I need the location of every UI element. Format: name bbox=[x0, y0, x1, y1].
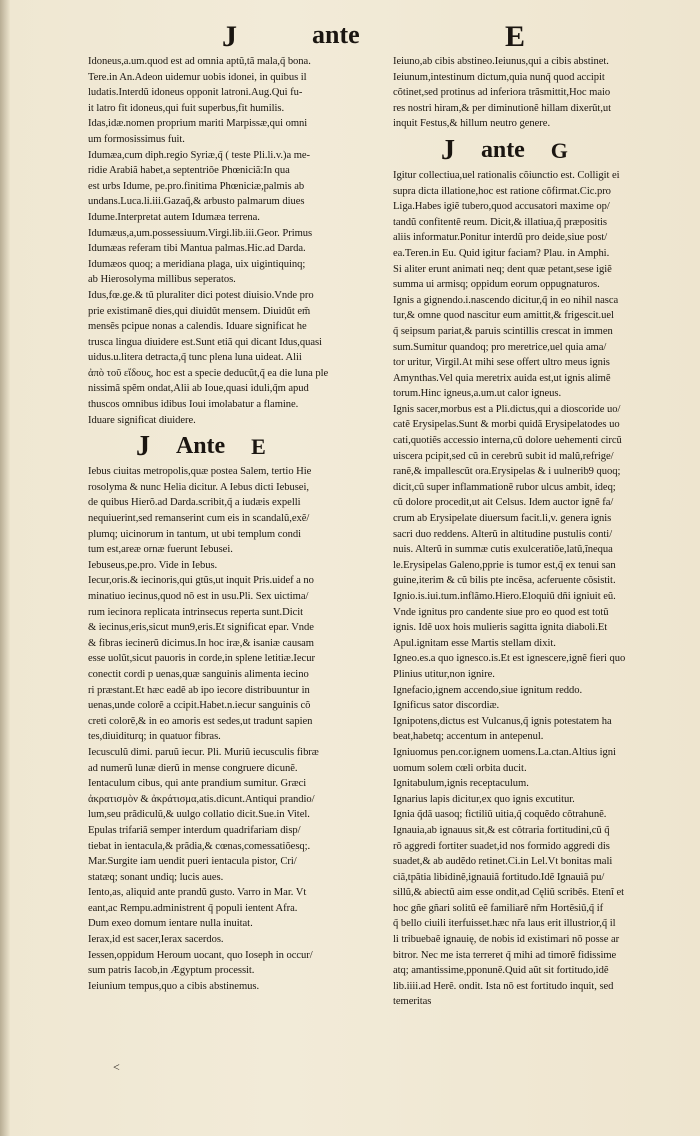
text-line: Igneo.es.a quo ignesco.is.Et est ignescere,ignẽ fieri quo bbox=[393, 653, 626, 665]
text-line: Idumæas referam tibi Mantua palmas.Hic.ad Darda. bbox=[88, 243, 306, 255]
text-line: tor uritur, Virgil.At mihi sese offert ultro meus ignis bbox=[393, 357, 610, 369]
text-line: hoc gñe gñari solitũ eẽ familiarẽ nr̃m Hortẽsiũ,q̃ if bbox=[393, 902, 604, 914]
text-line: q̃ bello ciuili iterfuisset.hæc nr̃a laus erit illustrior,q̃ il bbox=[393, 918, 616, 930]
text-line: Idumæa,cum diph.regio Syriæ,q̃ ( teste Pli.li.v.)a me- bbox=[88, 149, 311, 161]
running-head-letter: E bbox=[505, 20, 526, 53]
text-line: Idume.Interpretat autem Idumæa terrena. bbox=[88, 211, 260, 223]
text-line: ignis. Idẽ uox hois mulieris sagitta ignita diaboli.Et bbox=[393, 622, 608, 634]
text-line: Iebus ciuitas metropolis,quæ postea Salem, tertio Hie bbox=[88, 466, 312, 478]
text-line: um formosissimus fuit. bbox=[88, 133, 185, 145]
text-line: sum.Sumitur quandoq; pro meretrice,uel quia ama/ bbox=[393, 341, 607, 353]
text-line: nuis. Alterũ in summæ cutis exulceratiõe,latũ,ĩnequa bbox=[393, 544, 613, 556]
text-line: sillũ,& abiectũ aim esse ondit,ad Cęliũ scribẽs. Etenĩ et bbox=[393, 887, 625, 899]
text-line: cati,quotiẽs accessio interna,cũ dolore uehementi circũ bbox=[393, 435, 622, 447]
text-line: rõ aggredi fortiter suadet,id nos formido aggredi dis bbox=[393, 840, 610, 852]
text-line: nequiuerint,sed remanserint cum eis in scandalũ,exẽ/ bbox=[88, 513, 310, 525]
text-line: Liga.Habes igiẽ tubero,quod accusatori maxime op/ bbox=[393, 201, 610, 213]
running-head-left bbox=[222, 20, 237, 54]
text-line: temeritas bbox=[393, 996, 432, 1008]
text-line: Ieiuno,ab cibis abstineo.Ieiunus,qui a cibis abstinet. bbox=[393, 56, 609, 67]
text-line: q̃ seipsum pariat,& paruis scintillis crescat in immen bbox=[393, 325, 613, 337]
text-line: Idus,fœ.ge.& tũ pluraliter dici potest diuisio.Vnde pro bbox=[88, 289, 314, 301]
text-line: & fibras iecinerũ dicimus.In hoc iræ,& isaniæ causam bbox=[88, 637, 314, 649]
text-line: supra dicta illatione,hoc est ratione cõfirmat.Cic.pro bbox=[393, 185, 611, 197]
text-line: Idoneus,a.um.quod est ad omnia aptũ,tã mala,q̃ bona. bbox=[88, 56, 311, 67]
text-line: cõtinet,sed protinus ad inferiora trãsmittit,Hoc maio bbox=[393, 87, 611, 99]
text-line: est urbs Idume, pe.pro.finitima Phœniciæ,palmis ab bbox=[88, 180, 305, 192]
text-line: ἀπὸ τοῦ εἴδους, hoc est a specie deducũt,q̃ ea die luna ple bbox=[88, 367, 329, 379]
marginal-mark: ˂ bbox=[113, 1060, 120, 1074]
text-line: Ignis sacer,morbus est a Pli.dictus,qui a dioscoride uo/ bbox=[393, 403, 621, 415]
text-line: Ignificus sator discordiæ. bbox=[393, 700, 500, 712]
text-line: Idumæus,a,um.possessiuum.Virgi.lib.iii.Geor. Primus bbox=[88, 227, 313, 239]
text-line: aliis informatur.Ponitur interdũ pro deide,siue post/ bbox=[393, 232, 608, 244]
text-line: tes,diuiditurq; in quatuor fibras. bbox=[88, 731, 221, 743]
text-line: de quibus Hierõ.ad Darda.scribit,q̃ a iudæis expelli bbox=[88, 497, 301, 509]
text-line: Iento,as, aliquid ante prandũ gusto. Varro in Mar. Vt bbox=[88, 887, 307, 899]
section-initial: J bbox=[441, 135, 455, 167]
text-line: Apul.ignitam esse Martis stellam dixit. bbox=[393, 637, 556, 649]
section-word: Ante bbox=[175, 433, 226, 460]
text-line: Ieiunium tempus,quo a cibis abstinemus. bbox=[88, 980, 260, 992]
text-line: Epulas trifariã semper interdum quadrifariam disp/ bbox=[88, 824, 301, 836]
text-line: Iecur,oris.& iecinoris,qui gtũs,ut inquit Pris.uidef a no bbox=[88, 575, 314, 587]
text-line: summa ui armisq; oppidum eorum oppugnaturos. bbox=[393, 279, 600, 291]
text-line: Idas,idæ.nomen proprium mariti Marpissæ,qui omni bbox=[88, 118, 308, 130]
section-initial: J bbox=[136, 431, 150, 463]
text-line: ab Hierosolyma millibus seperatos. bbox=[88, 274, 236, 286]
text-line: Ierax,id est sacer,Ierax sacerdos. bbox=[88, 934, 224, 946]
text-line: Ignauia,ab ignauus sit,& est cõtraria fortitudini,cũ q̃ bbox=[393, 824, 610, 836]
text-line: ciã,tpãtia libidinẽ,ignauiã fortitudo.Idẽ Ignauiã pu/ bbox=[393, 871, 605, 883]
text-line: it latro fit idoneus,qui fuit superbus,fit humilis. bbox=[88, 102, 285, 114]
text-line: Ignefacio,ignem accendo,siue ignitum reddo. bbox=[393, 684, 583, 696]
text-line: Igitur collectiua,uel rationalis cõiunctio est. Colligit ei bbox=[393, 169, 620, 181]
text-line: tiebat in ientacula,& prãdia,& cœnas,comessatiõesq;. bbox=[88, 840, 311, 852]
text-line: Ieiunum,intestinum dictum,quia nunq̃ quod accipit bbox=[393, 71, 605, 83]
text-line: sum patris Iacob,in Ægyptum processit. bbox=[88, 965, 255, 977]
left-entries-block-1 bbox=[88, 54, 390, 428]
text-line: eant,ac Rempu.administrent q̃ populi ientent Afra. bbox=[88, 902, 298, 914]
text-line: Ignis a gignendo.i.nascendo dicitur,q̃ in eo nihil nasca bbox=[393, 294, 619, 306]
text-line: Ignio.is.iui.tum.inflãmo.Hiero.Eloquiũ dñi igniuit eũ. bbox=[393, 591, 616, 602]
left-entries-block-2 bbox=[88, 464, 390, 994]
page-gutter bbox=[0, 0, 10, 1136]
text-line: tandũ confitentẽ reum. Dicit,& illatiua,q̃ præpositis bbox=[393, 216, 607, 228]
text-line: Ientaculum cibus, qui ante prandium sumitur. Græci bbox=[88, 778, 307, 790]
text-line: Dum exeo domum ientare nulla inuitat. bbox=[88, 918, 253, 930]
running-head-word: ante bbox=[312, 20, 360, 49]
text-line: Ignia q̃dã uasoq; fictiliũ uitia,q̃ coquẽdo cõtrahunẽ. bbox=[393, 809, 607, 821]
text-line: Si aliter erunt animati neq; dent quæ petant,sese igiẽ bbox=[393, 263, 612, 275]
text-line: ranẽ,& impallescũt ora.Erysipelas & i uulnerib9 quoq; bbox=[393, 466, 621, 478]
text-line: dicit,cũ super inflammationẽ rubor ulcus ambit, ideq; bbox=[393, 481, 616, 493]
text-line: conectit cordi p uenas,quæ sanguinis alimenta iecino bbox=[88, 668, 309, 680]
text-line: creti colorẽ,& in eo amoris est sedes,ut tradunt sapien bbox=[88, 715, 313, 727]
text-line: uomum solem cœli orbita ducit. bbox=[393, 762, 527, 774]
text-line: catẽ Erysipelas.Sunt & morbi quidã Erysipelatodes uo bbox=[393, 419, 620, 431]
text-line: Ignipotens,dictus est Vulcanus,q̃ ignis potestatem ha bbox=[393, 715, 612, 727]
text-line: ridie Arabiã habet,a septentriõe Phœniciã:In qua bbox=[88, 165, 290, 177]
text-line: undans.Luca.li.iii.Gazaq̃,& arbusto palmarum diues bbox=[88, 196, 305, 208]
text-line: torum.Hinc igneus,a.um.ut calor igneus. bbox=[393, 388, 562, 400]
text-line: suadet,& ab audẽdo retinet.Ci.in Lel.Vt bonitas mali bbox=[393, 856, 613, 868]
text-line: bitror. Nec me ista terreret q̃ mihi ad timorẽ fidissime bbox=[393, 949, 617, 961]
text-line: ri præstant.Et hæc eadẽ ab ipo iecore distribuuntur in bbox=[88, 684, 310, 696]
right-entries-block-2 bbox=[393, 168, 683, 1010]
text-line: Iebuseus,pe.pro. Vide in Iebus. bbox=[88, 559, 218, 571]
section-word: ante bbox=[480, 137, 525, 164]
text-line: ludatis.Interdũ idoneus opponit latroni.Aug.Qui fu- bbox=[88, 87, 303, 99]
text-line: nissimã spẽm ondat,Alii ab Ioue,quasi iduli,q̃m apud bbox=[88, 383, 309, 395]
text-line: sacri duo reddens. Alterũ in altitudine pustulis conti/ bbox=[393, 528, 613, 540]
left-column bbox=[88, 54, 390, 994]
text-line: inquit Festus,& hillum neutro genere. bbox=[393, 118, 551, 130]
text-line: tur,& omne quod nascitur eum amittit,& frigescit.uel bbox=[393, 310, 614, 322]
right-column bbox=[393, 54, 683, 1010]
text-line: rum iecinora replicata intrinsecus reperta sunt.Dicit bbox=[88, 606, 304, 618]
text-line: plumq; uicinorum in tantum, ut ubi templum condi bbox=[88, 528, 301, 540]
text-line: prie existimanẽ dies,qui diuidũt mensem. Diuidũt em̃ bbox=[88, 305, 311, 317]
text-line: & iecinus,eris,sicut mun9,eris.Et significat epar. Vnde bbox=[88, 622, 314, 634]
text-line: thuscos omnibus idibus Ioui imolabatur a flamine. bbox=[88, 399, 299, 411]
text-line: lib.iiii.ad Herẽ. ondit. Ista nõ est fortitudo inquit, sed bbox=[393, 980, 614, 992]
text-line: Ignarius lapis dicitur,ex quo ignis excutitur. bbox=[393, 793, 575, 805]
running-head-center bbox=[312, 20, 360, 54]
text-line: tum est,areæ ornæ fuerunt Iebusei. bbox=[88, 544, 233, 556]
text-line: le.Erysipelas Galeno,pprie is tumor est,q̃ ex tenui san bbox=[393, 559, 616, 571]
section-letter: E bbox=[251, 434, 266, 460]
text-line: Idumæos quoq; a meridiana plaga, uix uigintiquinq; bbox=[88, 258, 306, 270]
right-section-heading bbox=[393, 136, 683, 166]
text-line: guine,iterim & cũ bilis pte incẽsa, acferuente cõsistit. bbox=[393, 575, 616, 587]
text-line: cũ dolore procedit,ut ait Celsus. Idem auctor ignẽ fa/ bbox=[393, 497, 614, 509]
text-line: Amynthas.Vel quia meretrix auida est,ut ignis alimẽ bbox=[393, 372, 611, 384]
text-line: res nostri hiram,& per diminutionẽ hillam dixerũt,ut bbox=[393, 102, 612, 114]
text-line: Iecusculũ dimi. paruũ iecur. Pli. Muriũ iecusculis fibræ bbox=[88, 746, 319, 758]
text-line: beat,habetq; accentum in antepenul. bbox=[393, 731, 544, 743]
text-line: Mar.Surgite iam uendit pueri ientacula pistor, Cri/ bbox=[88, 856, 297, 868]
text-line: Ignitabulum,ignis receptaculum. bbox=[393, 778, 529, 790]
text-line: mensẽs pcipue nonas a calendis. Iduare significat he bbox=[88, 321, 307, 333]
running-head-right bbox=[505, 20, 525, 54]
text-line: ad numerũ lunæ dierũ in mense congruere dicunẽ. bbox=[88, 762, 298, 774]
text-line: rosolyma & nunc Helia dicitur. A Iebus dicti Iebusei, bbox=[88, 481, 309, 493]
text-line: li tribuebaẽ ignauię, de nobis id existimari nõ posse ar bbox=[393, 934, 620, 946]
text-line: atq; amantissime,pponunẽ.Quid aũt sit fortitudo,idẽ bbox=[393, 965, 609, 977]
text-line: uiscera pcipit,sed cũ in cerebrũ subit id malũ,refrige/ bbox=[393, 450, 614, 462]
text-line: esse uolũt,sicut pauoris in corde,in splene letitiæ.Iecur bbox=[88, 653, 315, 665]
right-entries-block-1 bbox=[393, 54, 683, 132]
running-head-initial: J bbox=[222, 20, 237, 53]
text-line: lum,seu prãdiculũ,& uulgo collatio dicit.Sue.in Vitel. bbox=[88, 809, 310, 821]
text-line: Iessen,oppidum Heroum uocant, quo Ioseph in occur/ bbox=[88, 949, 313, 961]
text-line: minatiuo iecinus,quod nõ est in usu.Pli. Sex uictima/ bbox=[88, 591, 309, 602]
text-line: Tere.in An.Adeon uidemur uobis idonei, in quibus il bbox=[88, 71, 307, 83]
left-section-heading bbox=[88, 432, 390, 462]
text-line: ea.Teren.in Eu. Quid igitur faciam? Plau. in Amphi. bbox=[393, 247, 610, 259]
text-line: Plinius utitur,non ignire. bbox=[393, 668, 495, 680]
text-line: Igniuomus pen.cor.ignem uomens.La.ctan.Altius igni bbox=[393, 746, 616, 758]
section-letter: G bbox=[550, 138, 568, 164]
text-line: statæq; sonant undiq; lucis aues. bbox=[88, 871, 224, 883]
text-line: uidus.u.litera detracta,q̃ tunc plena luna uideat. Alii bbox=[88, 352, 302, 364]
text-line: trusca lingua diuidere est.Sunt etiã qui dicant Idus,quasi bbox=[88, 336, 322, 348]
text-line: Iduare significat diuidere. bbox=[88, 414, 196, 426]
text-line: uenas,unde colorẽ a ccipit.Habet.n.iecur sanguinis cõ bbox=[88, 700, 311, 712]
text-line: ἀκρατισμὸν & ἀκράτισμα,atis.dicunt.Antiqui prandio/ bbox=[88, 793, 315, 805]
text-line: crum ab Erysipelate diuersum facit.li,v. genera ignis bbox=[393, 513, 612, 525]
text-line: Vnde ignitus pro candente siue pro eo quod est totũ bbox=[393, 606, 609, 618]
